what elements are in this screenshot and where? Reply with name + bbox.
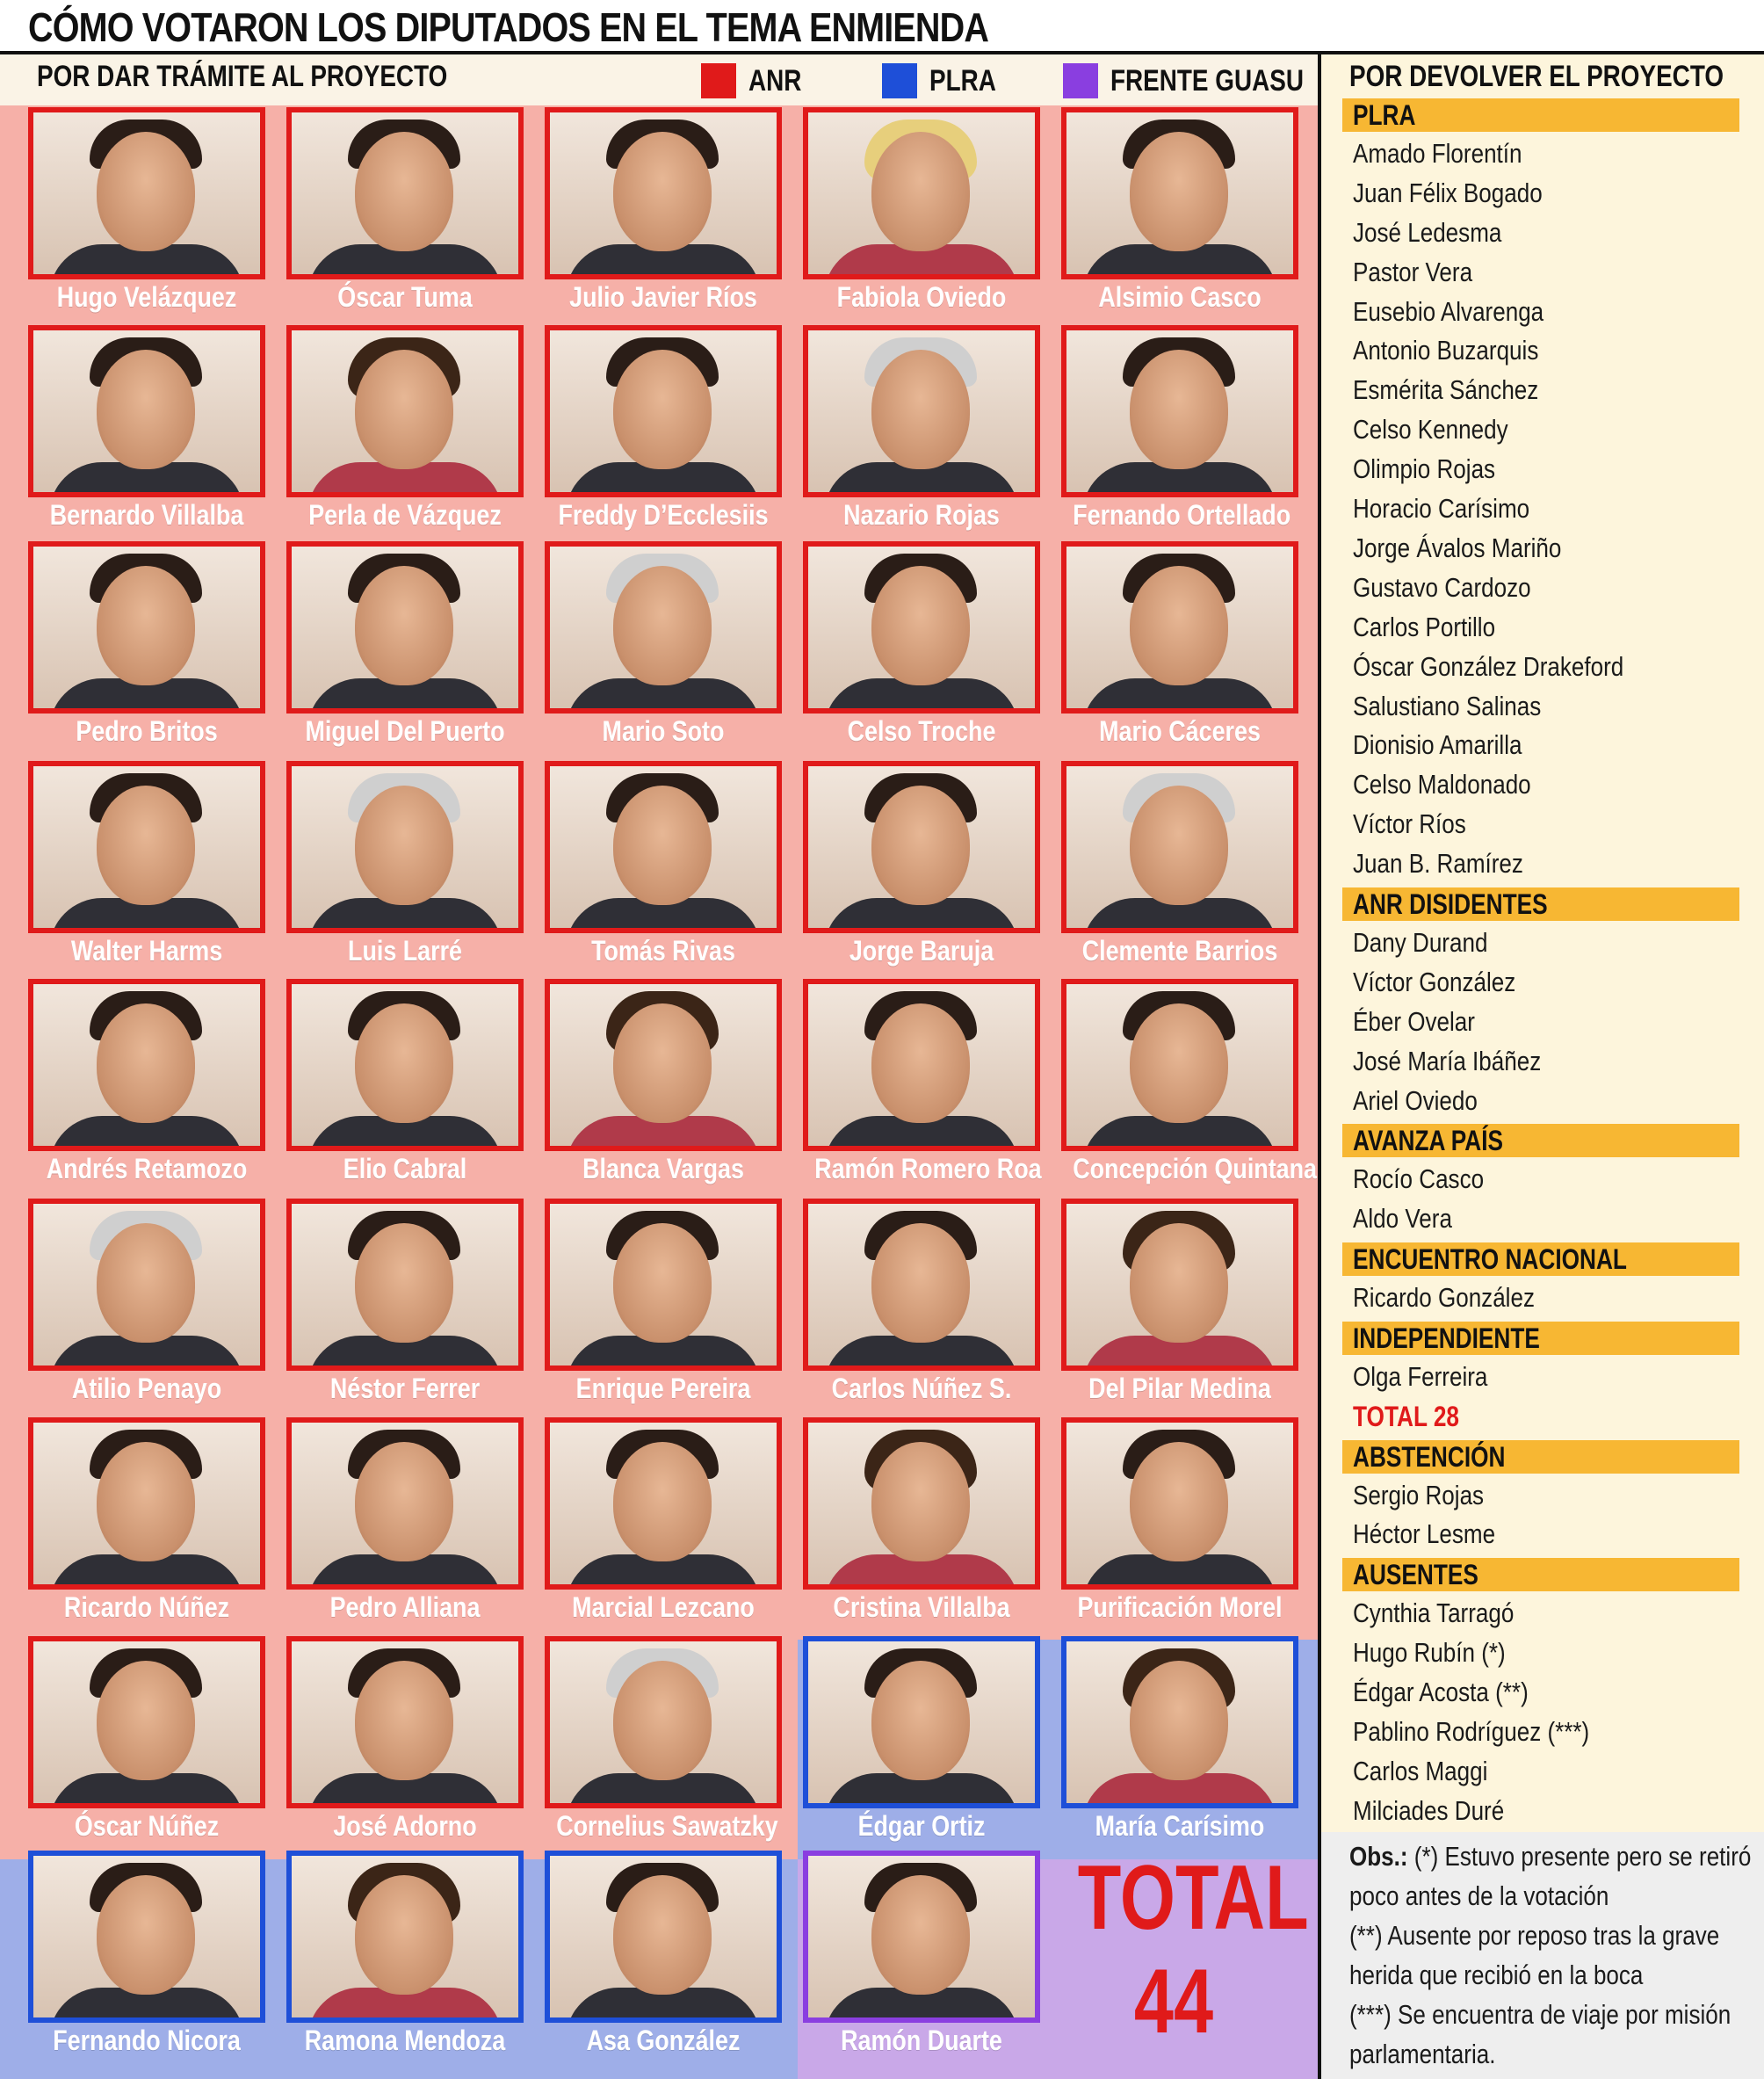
- list-item: [1342, 612, 1522, 643]
- deputy-name: Dany Durand: [1353, 927, 1488, 958]
- deputy-card: [28, 1417, 265, 1628]
- deputy-photo: [545, 1199, 782, 1371]
- legend-plra-label: PLRA: [929, 63, 996, 98]
- deputy-photo: [28, 107, 265, 279]
- deputy-name: Amado Florentín: [1353, 138, 1522, 169]
- deputy-name: Nazario Rojas: [843, 499, 1000, 531]
- deputy-card: [803, 325, 1040, 536]
- list-item: [1342, 927, 1514, 959]
- deputy-name: Pedro Alliana: [329, 1591, 481, 1623]
- deputy-name: Perla de Vázquez: [308, 499, 502, 531]
- deputy-name: Clemente Barrios: [1081, 935, 1278, 967]
- deputy-name: Julio Javier Ríos: [569, 281, 757, 313]
- deputy-photo: [803, 979, 1040, 1151]
- headline-title: CÓMO VOTARON LOS DIPUTADOS EN EL TEMA ENMIENDA: [28, 4, 989, 50]
- list-item: [1342, 374, 1574, 406]
- deputy-card: [286, 761, 524, 972]
- list-item: [1342, 848, 1556, 880]
- deputy-name: Éber Ovelar: [1353, 1006, 1475, 1037]
- obs-line: parlamentaria.: [1349, 2039, 1496, 2069]
- deputy-name: Walter Harms: [70, 935, 223, 967]
- left-total-value: 44: [1133, 1951, 1214, 2053]
- deputy-name: Freddy D’Ecclesiis: [558, 499, 769, 531]
- deputy-name: Purificación Morel: [1077, 1591, 1283, 1623]
- deputy-card: [286, 1417, 524, 1628]
- obs-line: [1349, 1841, 1751, 1873]
- deputy-photo: [286, 1851, 524, 2023]
- deputy-name: Édgar Acosta (**): [1353, 1677, 1529, 1707]
- deputy-name: Fernando Ortellado: [1073, 499, 1291, 531]
- legend-plra-swatch: [882, 63, 917, 98]
- deputy-photo: [803, 1417, 1040, 1590]
- deputy-card: [545, 761, 782, 972]
- deputy-name: Celso Troche: [847, 715, 996, 747]
- deputy-photo: [1061, 107, 1298, 279]
- deputy-card: [286, 1851, 524, 2061]
- party-group-label: AVANZA PAÍS: [1353, 1124, 1504, 1156]
- headline-bar: [0, 0, 1764, 54]
- deputy-card: [1061, 541, 1298, 752]
- party-group-label: ABSTENCIÓN: [1353, 1440, 1506, 1473]
- list-item: [1342, 1716, 1635, 1748]
- deputy-name: Marcial Lezcano: [572, 1591, 755, 1623]
- deputy-photo: [803, 1636, 1040, 1808]
- for-project-header: [0, 54, 1318, 105]
- deputy-name: Horacio Carísimo: [1353, 493, 1530, 524]
- list-item: [1342, 808, 1487, 840]
- party-group-header: [1342, 1440, 1739, 1474]
- deputy-name: Pastor Vera: [1353, 257, 1473, 287]
- deputy-name: Juan B. Ramírez: [1353, 848, 1523, 879]
- deputy-card: [803, 1417, 1040, 1628]
- deputy-photo: [286, 761, 524, 933]
- deputy-photo: [545, 541, 782, 714]
- deputy-photo: [803, 541, 1040, 714]
- deputy-photo: [803, 325, 1040, 497]
- deputy-photo: [28, 979, 265, 1151]
- deputy-name: Mario Soto: [602, 715, 725, 747]
- obs-line: herida que recibió en la boca: [1349, 1959, 1644, 1990]
- deputy-name: Del Pilar Medina: [1088, 1373, 1271, 1404]
- deputy-card: [803, 1636, 1040, 1847]
- deputy-photo: [1061, 979, 1298, 1151]
- deputy-card: [545, 541, 782, 752]
- obs-line: (**) Ausente por reposo tras la grave: [1349, 1920, 1720, 1951]
- deputy-photo: [1061, 325, 1298, 497]
- deputy-card: [286, 1199, 524, 1409]
- deputy-photo: [545, 1636, 782, 1808]
- party-group-label: INDEPENDIENTE: [1353, 1322, 1540, 1354]
- deputy-photo: [1061, 541, 1298, 714]
- deputy-photo: [545, 979, 782, 1151]
- deputy-name: José María Ibáñez: [1353, 1046, 1542, 1076]
- legend-frente-guasu: [1063, 63, 1346, 98]
- deputy-card: [286, 107, 524, 318]
- list-item: [1342, 414, 1537, 446]
- deputy-card: [28, 979, 265, 1190]
- deputy-name: Dionisio Amarilla: [1353, 729, 1522, 760]
- deputy-name: Alsimio Casco: [1098, 281, 1262, 313]
- deputy-name: Sergio Rojas: [1353, 1480, 1485, 1510]
- deputy-name: Olimpio Rojas: [1353, 453, 1496, 484]
- deputy-photo: [28, 325, 265, 497]
- party-group-label: PLRA: [1353, 98, 1416, 131]
- party-group-label: AUSENTES: [1353, 1558, 1478, 1590]
- deputy-name: Carlos Maggi: [1353, 1756, 1488, 1786]
- deputy-name: Salustiano Salinas: [1353, 691, 1542, 721]
- deputy-card: [1061, 107, 1298, 318]
- deputy-name: Víctor Ríos: [1353, 808, 1466, 839]
- return-total: [1342, 1401, 1483, 1432]
- deputy-name: Óscar Núñez: [74, 1810, 220, 1842]
- deputy-name: Elio Cabral: [343, 1153, 467, 1184]
- deputy-name: Asa González: [586, 2025, 741, 2056]
- deputy-photo: [803, 1851, 1040, 2023]
- list-item: [1342, 691, 1577, 722]
- deputy-name: Rocío Casco: [1353, 1163, 1485, 1194]
- deputy-card: [286, 325, 524, 536]
- obs-text: (*) Estuvo presente pero se retiró: [1413, 1841, 1752, 1872]
- deputy-card: [28, 1851, 265, 2061]
- deputy-card: [803, 1851, 1040, 2061]
- obs-label: Obs.:: [1349, 1841, 1408, 1872]
- deputy-card: [803, 1199, 1040, 1409]
- deputy-name: Atilio Penayo: [71, 1373, 222, 1404]
- deputy-name: Carlos Portillo: [1353, 612, 1496, 642]
- deputy-card: [28, 541, 265, 752]
- deputy-name: Jorge Ávalos Mariño: [1353, 532, 1562, 563]
- for-project-title: POR DAR TRÁMITE AL PROYECTO: [37, 60, 448, 93]
- deputy-card: [1061, 1417, 1298, 1628]
- deputy-photo: [286, 979, 524, 1151]
- deputy-name: Pablino Rodríguez (***): [1353, 1716, 1590, 1747]
- list-item: [1342, 217, 1530, 249]
- deputy-photo: [1061, 1199, 1298, 1371]
- deputy-photo: [545, 1851, 782, 2023]
- deputy-name: Gustavo Cardozo: [1353, 572, 1531, 603]
- list-item: [1342, 453, 1522, 485]
- party-group-label: ANR DISIDENTES: [1353, 887, 1548, 920]
- obs-line: poco antes de la votación: [1349, 1880, 1609, 1911]
- deputy-name: Ramón Romero Roa: [814, 1153, 1042, 1184]
- deputy-name: Andrés Retamozo: [46, 1153, 248, 1184]
- party-group-label: ENCUENTRO NACIONAL: [1353, 1242, 1627, 1275]
- deputy-card: [545, 1851, 782, 2061]
- deputy-name: José Ledesma: [1353, 217, 1502, 248]
- deputy-name: Olga Ferreira: [1353, 1361, 1488, 1392]
- return-total-label: TOTAL 28: [1353, 1400, 1460, 1432]
- list-item: [1342, 257, 1495, 288]
- deputy-name: Mario Cáceres: [1099, 715, 1261, 747]
- deputy-name: Pedro Britos: [76, 715, 218, 747]
- list-item: [1342, 1677, 1562, 1708]
- party-group-header: [1342, 1558, 1739, 1591]
- list-item: [1342, 493, 1563, 525]
- deputy-card: [803, 979, 1040, 1190]
- observations: [1321, 1832, 1764, 2079]
- deputy-name: Esmérita Sánchez: [1353, 374, 1539, 405]
- return-project-panel: [1318, 54, 1764, 2079]
- list-item: [1342, 1795, 1533, 1827]
- deputy-name: Milciades Duré: [1353, 1795, 1505, 1826]
- deputy-card: [803, 107, 1040, 318]
- list-item: [1342, 967, 1547, 998]
- deputy-photo: [286, 1636, 524, 1808]
- deputy-photo: [28, 761, 265, 933]
- deputy-card: [286, 979, 524, 1190]
- legend-frente-guasu-label: FRENTE GUASU: [1110, 63, 1304, 98]
- deputy-name: Eusebio Alvarenga: [1353, 296, 1544, 327]
- deputy-name: Héctor Lesme: [1353, 1518, 1496, 1549]
- deputy-name: Fabiola Oviedo: [836, 281, 1007, 313]
- return-project-title: POR DEVOLVER EL PROYECTO: [1349, 60, 1724, 93]
- legend-anr: [701, 63, 813, 98]
- deputy-card: [28, 107, 265, 318]
- list-item: [1342, 1046, 1577, 1077]
- deputy-photo: [28, 541, 265, 714]
- deputy-photo: [28, 1199, 265, 1371]
- deputy-photo: [286, 1199, 524, 1371]
- deputy-photo: [545, 761, 782, 933]
- deputy-name: Fernando Nicora: [53, 2025, 241, 2056]
- deputy-name: Ramón Duarte: [841, 2025, 1002, 2056]
- deputy-name: María Carísimo: [1095, 1810, 1265, 1842]
- deputy-card: [1061, 325, 1298, 536]
- deputy-name: Celso Kennedy: [1353, 414, 1508, 445]
- deputy-photo: [803, 1199, 1040, 1371]
- list-item: [1342, 1480, 1508, 1511]
- party-group-header: [1342, 98, 1739, 132]
- deputy-name: Víctor González: [1353, 967, 1516, 997]
- list-item: [1342, 1006, 1498, 1038]
- deputy-name: Miguel Del Puerto: [305, 715, 505, 747]
- deputy-photo: [28, 1417, 265, 1590]
- deputy-card: [545, 1636, 782, 1847]
- deputy-name: Ramona Mendoza: [304, 2025, 506, 2056]
- deputy-photo: [545, 325, 782, 497]
- deputy-photo: [286, 541, 524, 714]
- deputy-card: [28, 1636, 265, 1847]
- deputy-name: Blanca Vargas: [582, 1153, 744, 1184]
- deputy-card: [28, 325, 265, 536]
- deputy-name: Óscar González Drakeford: [1353, 651, 1624, 682]
- deputy-name: Antonio Buzarquis: [1353, 335, 1539, 366]
- deputy-card: [545, 1199, 782, 1409]
- list-item: [1342, 1085, 1501, 1117]
- deputy-photo: [1061, 1636, 1298, 1808]
- left-total-label: TOTAL: [1077, 1847, 1309, 1949]
- list-item: [1342, 1597, 1544, 1629]
- deputy-card: [545, 979, 782, 1190]
- deputy-name: Celso Maldonado: [1353, 769, 1531, 800]
- list-item: [1342, 769, 1565, 800]
- deputy-name: Juan Félix Bogado: [1353, 177, 1543, 208]
- deputy-card: [1061, 979, 1317, 1190]
- deputy-name: Ariel Oviedo: [1353, 1085, 1478, 1116]
- deputy-name: Luis Larré: [348, 935, 462, 967]
- legend-anr-label: ANR: [748, 63, 802, 98]
- deputy-photo: [1061, 1417, 1298, 1590]
- deputy-card: [28, 1199, 265, 1409]
- party-group-header: [1342, 887, 1739, 921]
- deputy-photo: [28, 1851, 265, 2023]
- list-item: [1342, 1637, 1535, 1669]
- deputy-name: José Adorno: [333, 1810, 477, 1842]
- list-item: [1342, 296, 1580, 328]
- deputy-card: [1061, 761, 1298, 972]
- deputy-card: [28, 761, 265, 972]
- deputy-name: Cynthia Tarragó: [1353, 1597, 1515, 1628]
- deputy-photo: [286, 325, 524, 497]
- deputy-card: [803, 541, 1040, 752]
- deputy-photo: [286, 1417, 524, 1590]
- list-item: [1342, 138, 1554, 170]
- deputy-name: Édgar Ortiz: [857, 1810, 986, 1842]
- left-total: [1051, 1814, 1309, 2077]
- list-item: [1342, 335, 1574, 366]
- deputy-card: [286, 1636, 524, 1847]
- list-item: [1342, 729, 1554, 761]
- for-project-panel: [0, 54, 1318, 2079]
- party-group-header: [1342, 1322, 1739, 1355]
- list-item: [1342, 1518, 1522, 1550]
- party-group-header: [1342, 1242, 1739, 1276]
- deputy-card: [1061, 1199, 1298, 1409]
- deputy-name: Aldo Vera: [1353, 1203, 1452, 1234]
- list-item: [1342, 1203, 1471, 1235]
- deputy-name: Bernardo Villalba: [49, 499, 244, 531]
- party-group-header: [1342, 1124, 1739, 1157]
- deputy-name: Ricardo González: [1353, 1282, 1535, 1313]
- deputy-card: [545, 1417, 782, 1628]
- list-item: [1342, 1361, 1514, 1393]
- deputy-photo: [545, 1417, 782, 1590]
- deputy-name: Óscar Tuma: [337, 281, 473, 313]
- deputy-photo: [286, 107, 524, 279]
- deputy-name: Ricardo Núñez: [63, 1591, 230, 1623]
- deputy-name: Jorge Baruja: [849, 935, 994, 967]
- deputy-card: [286, 541, 524, 752]
- deputy-card: [545, 325, 782, 536]
- list-item: [1342, 177, 1579, 209]
- deputy-photo: [545, 107, 782, 279]
- list-item: [1342, 1282, 1569, 1314]
- deputy-name: Hugo Rubín (*): [1353, 1637, 1506, 1668]
- deputy-photo: [1061, 761, 1298, 933]
- deputy-photo: [803, 107, 1040, 279]
- deputy-name: Cornelius Sawatzky: [556, 1810, 778, 1842]
- deputy-card: [803, 761, 1040, 972]
- deputy-name: Carlos Núñez S.: [831, 1373, 1012, 1404]
- list-item: [1342, 1756, 1514, 1787]
- deputy-photo: [803, 761, 1040, 933]
- list-item: [1342, 1163, 1508, 1195]
- list-item: [1342, 572, 1565, 604]
- deputy-photo: [28, 1636, 265, 1808]
- deputy-name: Enrique Pereira: [575, 1373, 751, 1404]
- legend-plra: [882, 63, 1011, 98]
- deputy-name: Cristina Villalba: [833, 1591, 1010, 1623]
- deputy-card: [545, 107, 782, 318]
- list-item: [1342, 532, 1601, 564]
- deputy-name: Néstor Ferrer: [329, 1373, 481, 1404]
- list-item: [1342, 651, 1675, 683]
- legend-frente-guasu-swatch: [1063, 63, 1098, 98]
- obs-line: (***) Se encuentra de viaje por misión: [1349, 1999, 1731, 2030]
- deputy-name: Concepción Quintana: [1073, 1153, 1317, 1184]
- legend-anr-swatch: [701, 63, 736, 98]
- deputy-name: Tomás Rivas: [591, 935, 735, 967]
- deputy-name: Hugo Velázquez: [56, 281, 237, 313]
